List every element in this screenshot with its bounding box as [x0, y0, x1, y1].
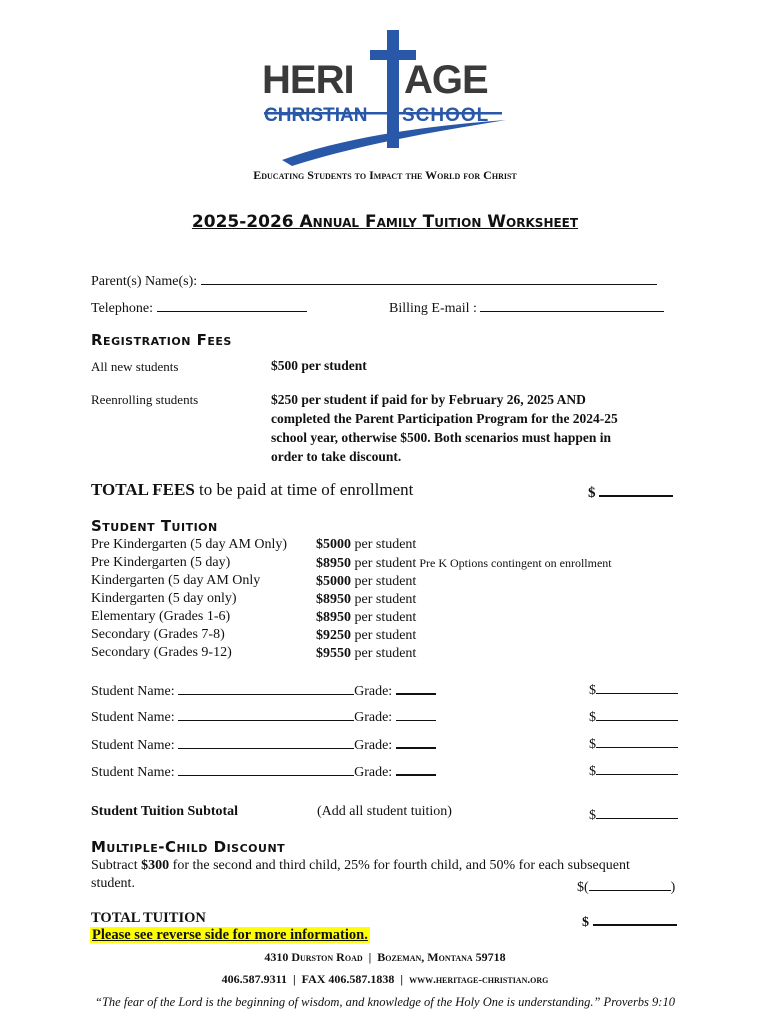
- tuition-level: Elementary (Grades 1-6): [91, 609, 231, 624]
- discount-amount-field-wrap: [577, 876, 675, 896]
- student-row: [91, 733, 436, 754]
- page-title: 2025-2026 Annual Family Tuition Worksheet: [191, 212, 579, 232]
- tuition-level: Secondary (Grades 7-8): [91, 627, 225, 642]
- discount-line-1: [91, 858, 630, 874]
- total-tuition-amount: [582, 910, 677, 931]
- student-name-field[interactable]: [178, 734, 354, 749]
- student-row: [91, 706, 436, 726]
- separator: |: [368, 950, 372, 964]
- footer-website: www.heritage-christian.org: [409, 974, 549, 986]
- tuition-price-row: [316, 591, 612, 609]
- reenroll-line: $250 per student if paid for by February 26, 2025 AND: [271, 392, 586, 407]
- total-fees-label: TOTAL FEES: [91, 480, 195, 499]
- tuition-price-row: [316, 609, 612, 627]
- total-fees-desc: to be paid at time of enrollment: [194, 480, 414, 499]
- student-amount: [589, 733, 678, 753]
- tuition-level: Pre Kindergarten (5 day AM Only): [91, 537, 288, 552]
- per-student: per student: [351, 592, 417, 607]
- grade-field[interactable]: [396, 706, 436, 721]
- footer-address: 4310 Durston Road: [264, 950, 363, 964]
- grade-label: Grade:: [354, 684, 393, 699]
- student-amount: [589, 706, 678, 726]
- tuition-level: Kindergarten (5 day only): [91, 591, 237, 606]
- tuition-price: $5000: [316, 574, 351, 589]
- tuition-price-row: [316, 645, 612, 663]
- telephone-row: [91, 297, 307, 317]
- footer-phone: 406.587.9311: [221, 972, 287, 986]
- total-tuition-field[interactable]: [593, 910, 677, 926]
- subtotal-field[interactable]: [596, 804, 678, 819]
- title-wrap: [0, 212, 770, 232]
- student-amount-field[interactable]: [596, 679, 678, 694]
- tuition-level: Secondary (Grades 9-12): [91, 645, 232, 660]
- subtotal-note: (Add all student tuition): [317, 804, 452, 819]
- discount-heading: Multiple-Child Discount: [91, 838, 286, 856]
- parent-names-row: [91, 270, 657, 290]
- tuition-price: $8950: [316, 592, 351, 607]
- tuition-price: $8950: [316, 556, 351, 571]
- paren-open: $(: [577, 880, 589, 895]
- reenroll-line: school year, otherwise $500. Both scenarios must happen in: [271, 430, 612, 445]
- tuition-labels: [91, 536, 287, 662]
- school-logo: [262, 28, 512, 168]
- total-fees-amount: [588, 481, 673, 502]
- dollar-sign: $: [589, 683, 596, 698]
- dollar-sign: $: [589, 808, 596, 823]
- student-amount-field[interactable]: [596, 733, 678, 748]
- registration-heading: Registration Fees: [91, 331, 232, 349]
- student-name-label: Student Name:: [91, 765, 175, 780]
- new-students-label: All new students: [91, 359, 179, 374]
- discount-amount: $300: [141, 858, 170, 873]
- paren-close: ): [670, 880, 676, 895]
- telephone-field[interactable]: [157, 297, 307, 312]
- student-name-field[interactable]: [178, 761, 354, 776]
- footer-fax: FAX 406.587.1838: [301, 972, 395, 986]
- grade-label: Grade:: [354, 710, 393, 725]
- logo-school: SCHOOL: [402, 105, 490, 126]
- student-amount: [589, 760, 678, 780]
- grade-label: Grade:: [354, 738, 393, 753]
- discount-text: Subtract: [91, 858, 142, 873]
- billing-email-field[interactable]: [480, 297, 664, 312]
- tuition-heading: Student Tuition: [91, 517, 218, 535]
- student-amount-field[interactable]: [596, 706, 678, 721]
- per-student: per student: [351, 610, 417, 625]
- prek-note: Pre K Options contingent on enrollment: [419, 556, 612, 570]
- reenroll-label: Reenrolling students: [91, 392, 199, 407]
- student-name-label: Student Name:: [91, 684, 175, 699]
- dollar-sign: $: [588, 485, 596, 501]
- total-tuition-label: TOTAL TUITION: [91, 910, 206, 926]
- student-amount: [589, 679, 678, 699]
- tuition-price: $9250: [316, 628, 351, 643]
- per-student: per student: [351, 628, 417, 643]
- discount-text: for the second and third child, 25% for fourth child, and 50% for each subsequent: [169, 858, 630, 873]
- discount-text-2: student.: [91, 876, 135, 891]
- parent-names-label: Parent(s) Name(s):: [91, 274, 198, 289]
- tuition-prices: [316, 536, 612, 663]
- reenroll-line: completed the Parent Participation Program for the 2024-25: [271, 411, 618, 426]
- new-students-fee: $500 per student: [271, 358, 367, 373]
- tuition-price-row: [316, 627, 612, 645]
- logo-heritage-left: HERI: [262, 58, 354, 102]
- logo-heritage-right: AGE: [404, 58, 488, 102]
- billing-email-row: [389, 297, 664, 317]
- total-fees-field[interactable]: [599, 481, 673, 497]
- reenroll-fee-text: [271, 390, 618, 466]
- dollar-sign: $: [589, 710, 596, 725]
- student-name-field[interactable]: [178, 680, 354, 695]
- subtotal-label: Student Tuition Subtotal: [91, 804, 239, 819]
- tuition-level: Pre Kindergarten (5 day): [91, 555, 231, 570]
- footer-address-row: [0, 950, 770, 965]
- student-row: [91, 679, 436, 700]
- grade-field[interactable]: [396, 679, 436, 695]
- grade-field[interactable]: [396, 733, 436, 749]
- student-name-label: Student Name:: [91, 710, 175, 725]
- subtotal-amount: [589, 804, 678, 824]
- footer-contact-row: [0, 972, 770, 987]
- grade-field[interactable]: [396, 760, 436, 776]
- dollar-sign: $: [589, 737, 596, 752]
- tuition-price: $8950: [316, 610, 351, 625]
- dollar-sign: $: [582, 915, 589, 930]
- per-student: per student: [351, 646, 417, 661]
- tuition-price: $9550: [316, 646, 351, 661]
- student-row: [91, 760, 436, 781]
- grade-label: Grade:: [354, 765, 393, 780]
- student-name-label: Student Name:: [91, 738, 175, 753]
- dollar-sign: $: [589, 764, 596, 779]
- footer-city: Bozeman, Montana 59718: [377, 950, 506, 964]
- tuition-level: Kindergarten (5 day AM Only: [91, 573, 261, 588]
- telephone-label: Telephone:: [91, 301, 153, 316]
- tuition-price-row: [316, 536, 612, 554]
- separator: |: [400, 972, 404, 986]
- tuition-price-row: [316, 573, 612, 591]
- total-fees-row: [91, 480, 413, 500]
- tuition-price-row: [316, 554, 612, 573]
- reenroll-line: order to take discount.: [271, 449, 402, 464]
- notice-wrap: [90, 927, 370, 944]
- footer-verse: “The fear of the Lord is the beginning of wisdom, and knowledge of the Holy One is understanding.” Proverbs 9:10: [95, 995, 675, 1009]
- tagline: Educating Students to Impact the World for Christ: [253, 168, 517, 182]
- per-student: per student: [351, 574, 417, 589]
- reverse-side-notice: Please see reverse side for more information.: [92, 927, 368, 943]
- per-student: per student: [351, 556, 417, 571]
- logo-christian: CHRISTIAN: [264, 105, 368, 126]
- tuition-price: $5000: [316, 537, 351, 552]
- separator: |: [292, 972, 296, 986]
- student-amount-field[interactable]: [596, 760, 678, 775]
- per-student: per student: [351, 537, 417, 552]
- discount-field[interactable]: [589, 876, 671, 891]
- billing-email-label: Billing E-mail :: [389, 301, 477, 316]
- student-name-field[interactable]: [178, 706, 354, 721]
- parent-names-field[interactable]: [201, 270, 657, 285]
